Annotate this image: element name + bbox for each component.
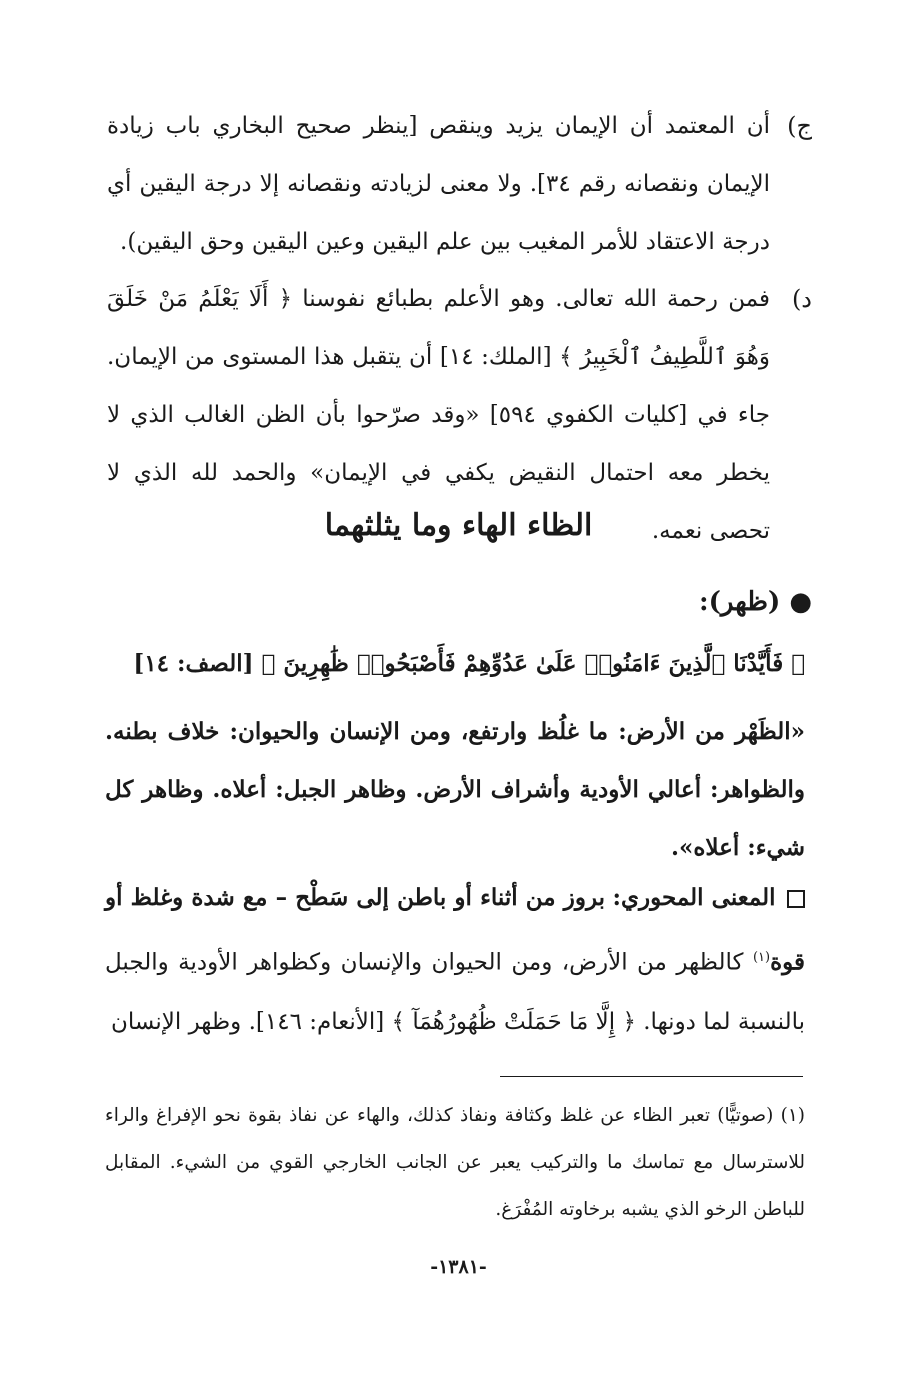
core-meaning-paragraph (105, 868, 805, 1052)
entry-root (699, 587, 812, 617)
bullet-icon: ● (789, 587, 812, 617)
root-label: (ظهر): (699, 587, 781, 617)
core-meaning-label: المعنى المحوري: (612, 884, 776, 911)
footnote-text: (صوتيًّا) تعبر الظاء عن غلظ وكثافة ونفاذ كذلك، والهاء عن نفاذ بقوة نحو الإفراغ والراء للاسترسال مع تماسك ما والتركيب يعبر عن الجانب الخارجي القوي من الشيء. المقابل للباطن الرخو الذي يشبه برخاوته المُفْرَغ. (105, 1105, 805, 1220)
list-item-jim (107, 97, 812, 271)
footnote-marker: (١) (780, 1105, 805, 1126)
square-bullet-icon (787, 890, 805, 908)
quran-verse: ﴿ فَأَيَّدْنَا ٱلَّذِينَ ءَامَنُوا۟ عَلَىٰ عَدُوِّهِمْ فَأَصْبَحُوا۟ ظَٰهِرِينَ ﴾ [الصف: ١٤] (133, 650, 805, 677)
core-meaning-bold: بروز من أثناء أو باطن إلى سَطْح – مع شدة وغلظ أو قوة (105, 884, 806, 976)
footnote-ref: (١) (752, 950, 771, 965)
list-item-text: أن المعتمد أن الإيمان يزيد وينقص [ينظر صحيح البخاري باب زيادة الإيمان ونقصانه رقم ٣٤]. ولا معنى لزيادته ونقصانه إلا درجة اليقين أي درجة الاعتقاد للأمر المغيب بين علم اليقين وعين اليقين وحق اليقين). (107, 113, 770, 255)
page-number: -١٣٨١- (430, 1256, 487, 1278)
section-heading: الظاء الهاء وما يثلثهما (324, 508, 593, 543)
list-marker: د) (791, 285, 812, 313)
footnote-divider (500, 1076, 803, 1077)
core-meaning-text: كالظهر من الأرض، ومن الحيوان والإنسان وكظواهر الأودية والجبل بالنسبة لما دونها. ﴿ إِلَّا مَا حَمَلَتْ ظُهُورُهُمَآ ﴾ [الأنعام: ١٤٦]. وظهر الإنسان (105, 949, 805, 1035)
definition-paragraph: «الظَهْر من الأرض: ما غلُظ وارتفع، ومن الإنسان والحيوان: خلاف بطنه. والظواهر: أعالي الأودية وأشراف الأرض. وظاهر الجبل: أعلاه. وظاهر كل شيء: أعلاه». (105, 718, 805, 861)
footnote (105, 1092, 805, 1233)
list-marker: ج) (787, 112, 812, 140)
list-item-text: فمن رحمة الله تعالى. وهو الأعلم بطبائع نفوسنا ﴿ أَلَا يَعْلَمُ مَنْ خَلَقَ وَهُوَ ٱللَّطِيفُ ٱلْخَبِيرُ ﴾ [الملك: ١٤] أن يتقبل هذا المستوى من الإيمان. جاء في [كليات الكفوي ٥٩٤] «وقد صرّحوا بأن الظن الغالب الذي لا يخطر معه احتمال النقيض يكفي في الإيمان» والحمد لله الذي لا تحصى نعمه. (107, 286, 771, 544)
